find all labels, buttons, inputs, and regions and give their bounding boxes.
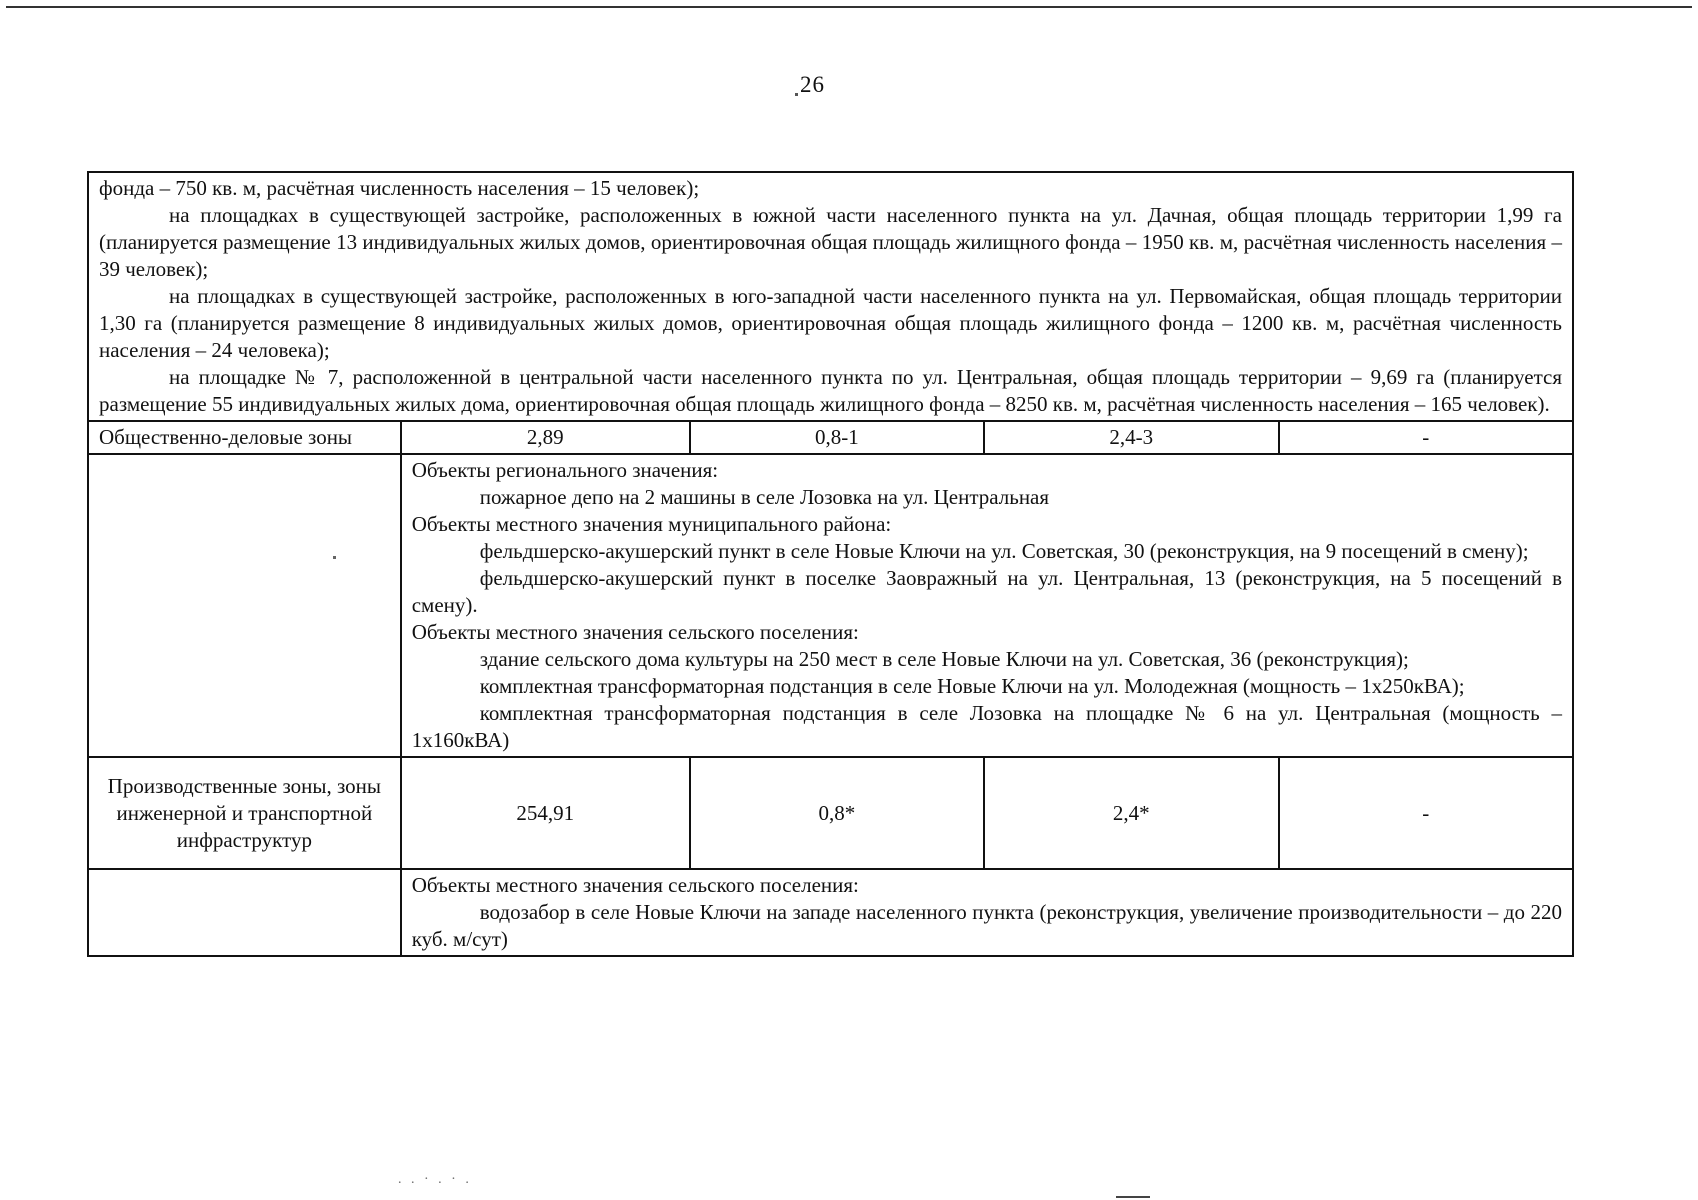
object-item: комплектная трансформаторная подстанция в селе Лозовка на площадке № 6 на ул. Центральная (мощность – 1х160кВА) (411, 701, 1562, 752)
object-item: здание сельского дома культуры на 250 мест в селе Новые Ключи на ул. Советская, 36 (реконструкция); (479, 647, 1409, 671)
residential-text-line: на площадке № 7, расположенной в центральной части населенного пункта по ул. Центральная, общая площадь территории – 9,69 га (планируется размещение 55 индивидуальных жилых дома, ориентировочная общая площадь жилищного фонда – 8250 кв. м, расчётная численность населения – 165 человек). (99, 365, 1562, 416)
industrial-objects-empty-cell (88, 869, 401, 956)
business-zone-area: 2,89 (401, 421, 690, 454)
scan-specks: . . · . · . (398, 1172, 472, 1187)
business-zone-label: Общественно-деловые зоны (88, 421, 401, 454)
business-zone-coef2: 2,4-3 (984, 421, 1278, 454)
object-item: фельдшерско-акушерский пункт в селе Новые Ключи на ул. Советская, 30 (реконструкция, на 9 посещений в смену); (479, 539, 1529, 563)
industrial-objects-cell (401, 869, 1573, 956)
residential-continuation-cell (88, 172, 1573, 421)
residential-text-line: на площадках в существующей застройке, расположенных в юго-западной части населенного пункта на ул. Первомайская, общая площадь территории 1,30 га (планируется размещение 8 индивидуальных жилых домов, ориентировочная общая площадь жилищного фонда – 1200 кв. м, расчётная численность населения – 24 человека); (99, 284, 1562, 362)
object-item: пожарное депо на 2 машины в селе Лозовка на ул. Центральная (479, 485, 1050, 509)
objects-heading: Объекты местного значения сельского поселения: (411, 620, 859, 644)
object-item: комплектная трансформаторная подстанция в селе Новые Ключи на ул. Молодежная (мощность – 1х250кВА); (479, 674, 1465, 698)
object-item: водозабор в селе Новые Ключи на западе населенного пункта (реконструкция, увеличение производительности – до 220 куб. м/сут) (411, 900, 1562, 951)
objects-heading: Объекты регионального значения: (411, 458, 719, 482)
business-objects-empty-cell (88, 454, 401, 757)
table-row-residential-continuation (88, 172, 1573, 421)
industrial-zone-other: - (1279, 757, 1574, 869)
zones-table (87, 171, 1574, 957)
business-objects-cell (401, 454, 1573, 757)
objects-heading: Объекты местного значения муниципального района: (411, 512, 892, 536)
page-dot-mark (795, 93, 798, 96)
business-zone-coef1: 0,8-1 (690, 421, 984, 454)
industrial-zone-coef1: 0,8* (690, 757, 984, 869)
table-row-business-objects (88, 454, 1573, 757)
table-row-business-zone (88, 421, 1573, 454)
residential-text-line: на площадках в существующей застройке, расположенных в южной части населенного пункта на ул. Дачная, общая площадь территории 1,99 га (планируется размещение 13 индивидуальных жилых домов, ориентировочная общая площадь жилищного фонда – 1950 кв. м, расчётная численность населения – 39 человек); (99, 203, 1562, 281)
top-border-line (6, 6, 1692, 8)
object-item: фельдшерско-акушерский пункт в поселке Заовражный на ул. Центральная, 13 (реконструкция, на 5 посещений в смену). (411, 566, 1562, 617)
objects-heading: Объекты местного значения сельского поселения: (411, 873, 859, 897)
industrial-zone-label: Производственные зоны, зоны инженерной и транспортной инфраструктур (88, 757, 401, 869)
stray-mark (333, 556, 336, 559)
business-zone-other: - (1279, 421, 1574, 454)
bottom-rule-mark (1116, 1196, 1150, 1198)
industrial-zone-coef2: 2,4* (984, 757, 1278, 869)
residential-text-line: фонда – 750 кв. м, расчётная численность населения – 15 человек); (99, 176, 700, 200)
page-number: 26 (800, 72, 825, 97)
table-row-industrial-zone (88, 757, 1573, 869)
table-row-industrial-objects (88, 869, 1573, 956)
industrial-zone-area: 254,91 (401, 757, 690, 869)
